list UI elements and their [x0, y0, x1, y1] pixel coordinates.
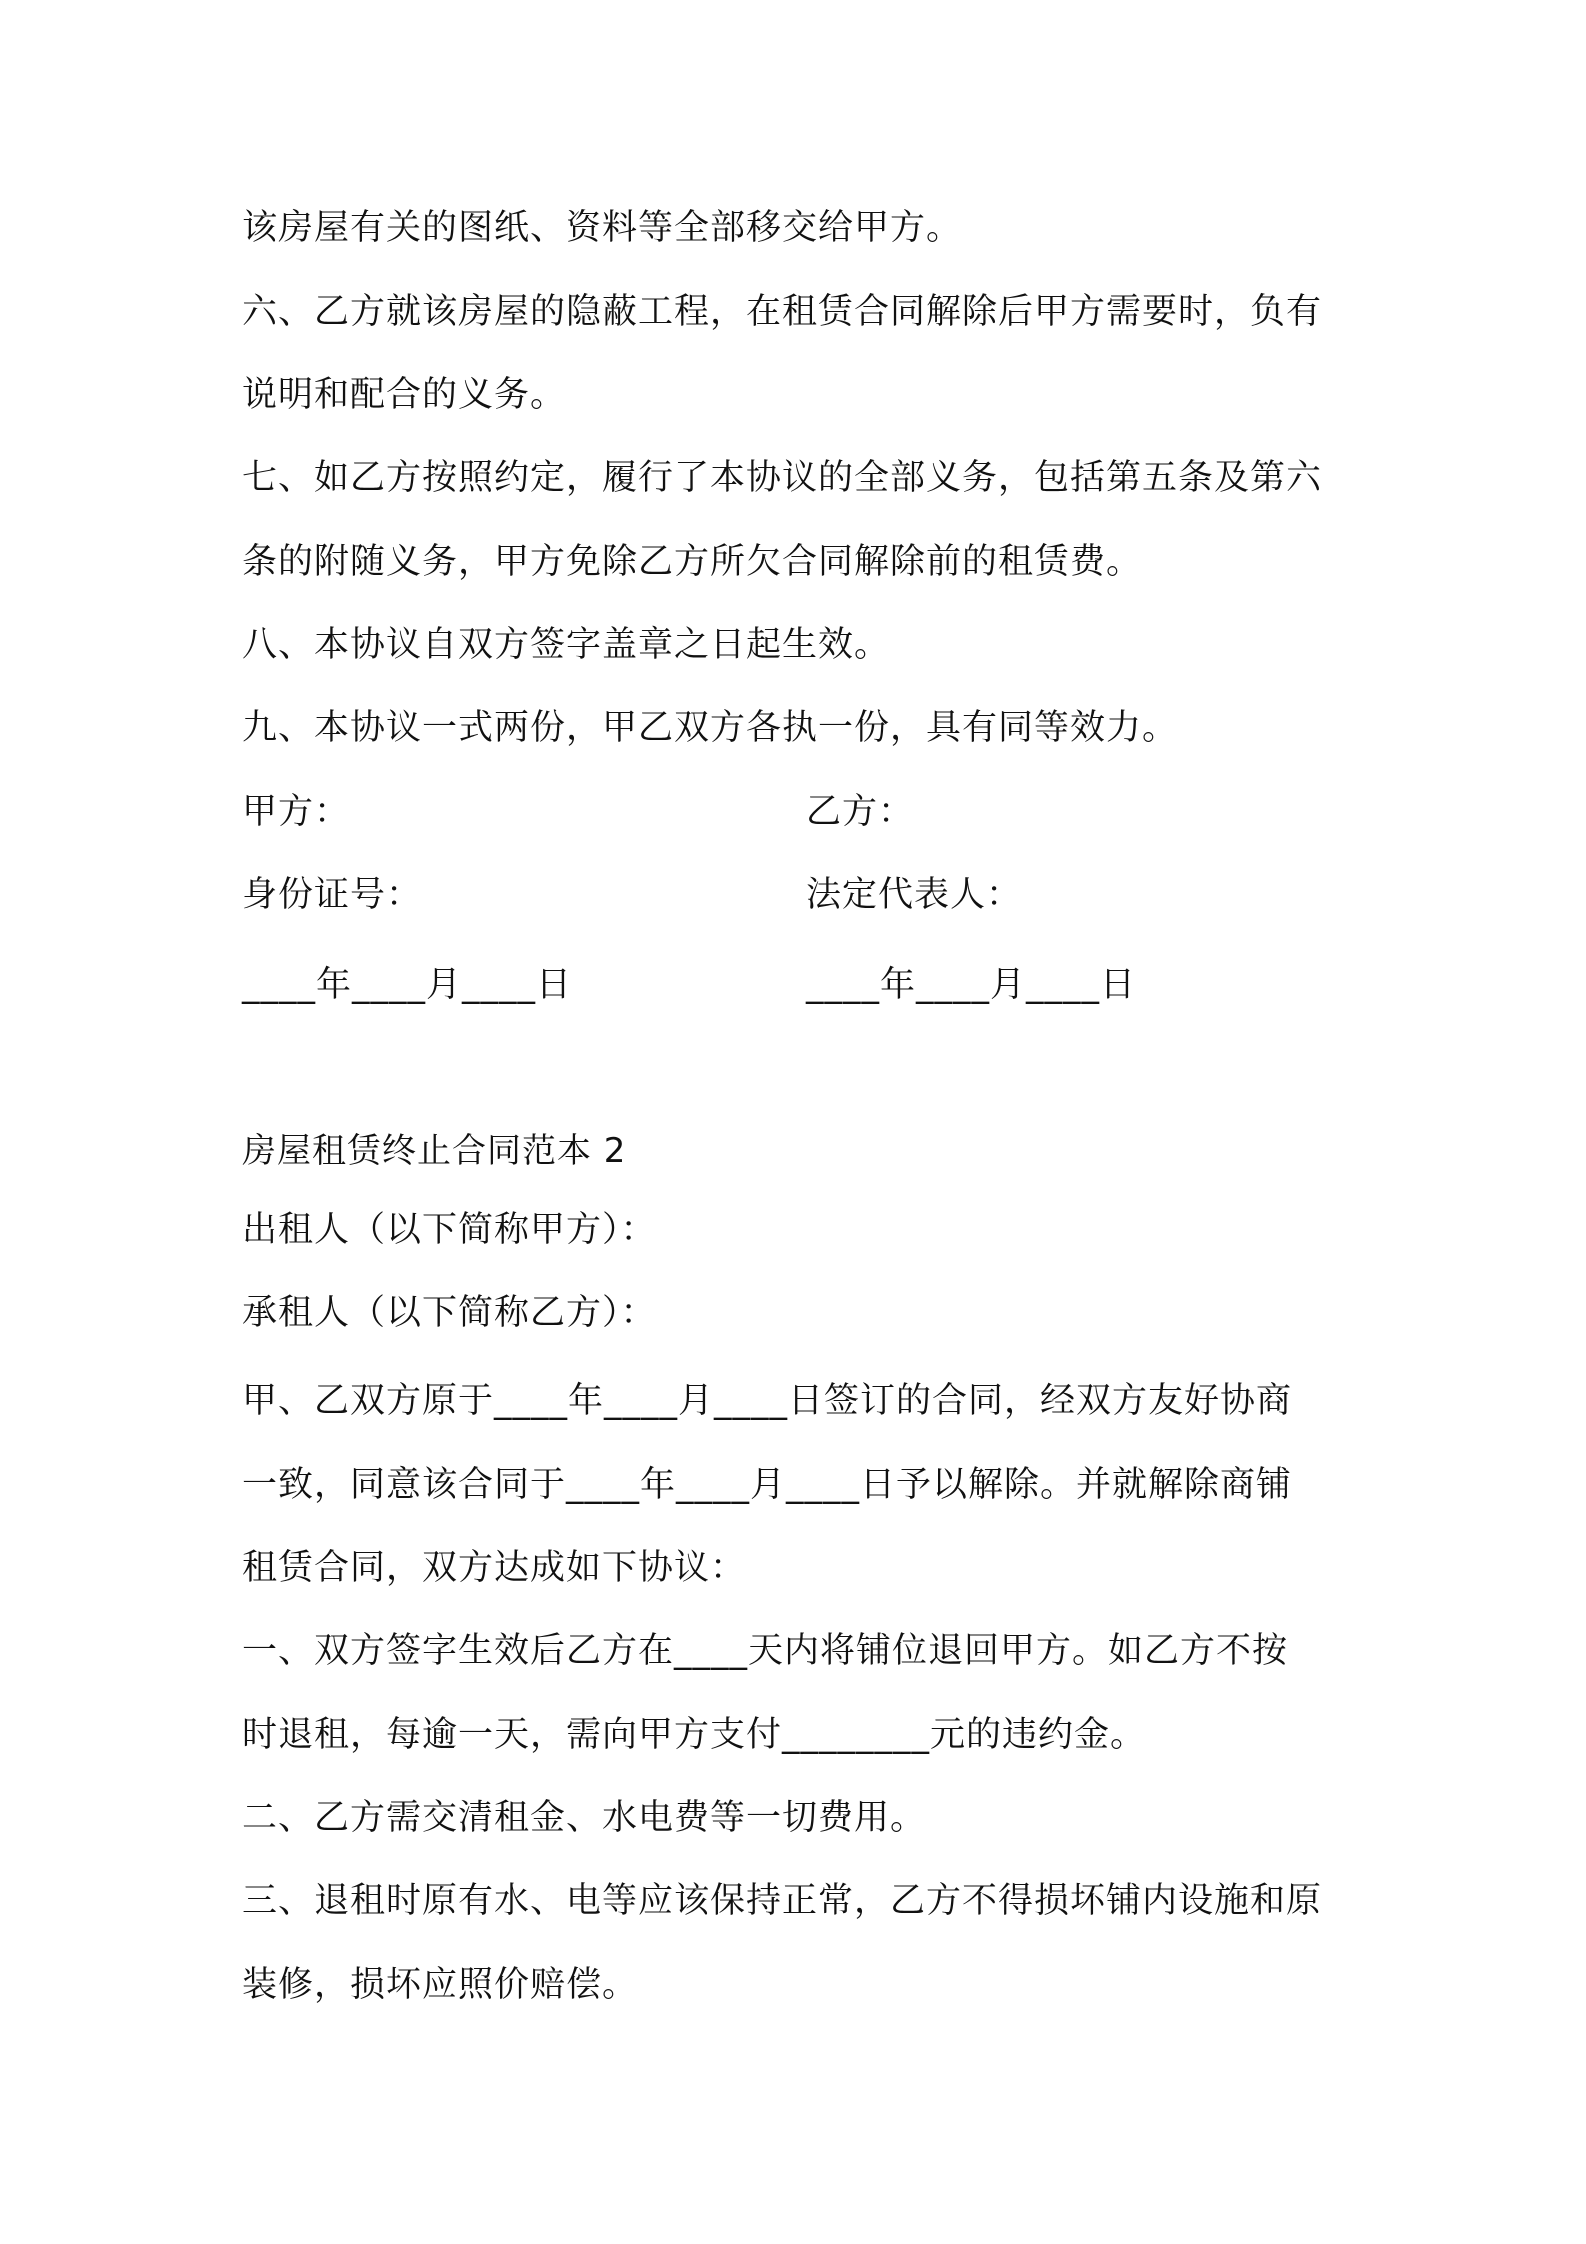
paragraph-line: 装修，损坏应照价赔偿。: [242, 1965, 639, 2005]
paragraph-line: 九、本协议一式两份，甲乙双方各执一份，具有同等效力。: [242, 708, 1179, 748]
paragraph-line: 一、双方签字生效后乙方在____天内将铺位退回甲方。如乙方不按: [242, 1631, 1289, 1671]
legal-rep-label: 法定代表人：: [806, 875, 1023, 915]
paragraph-line: 出租人（以下简称甲方）：: [242, 1210, 657, 1250]
paragraph-line: 承租人（以下简称乙方）：: [242, 1293, 657, 1333]
id-number-label: 身份证号：: [242, 875, 423, 915]
section-title: 房屋租赁终止合同范本 2: [242, 1131, 627, 1171]
paragraph-line: 六、乙方就该房屋的隐蔽工程，在租赁合同解除后甲方需要时，负有: [242, 292, 1323, 332]
paragraph-line: 时退租，每逾一天，需向甲方支付________元的违约金。: [242, 1715, 1147, 1755]
paragraph-line: 说明和配合的义务。: [242, 375, 567, 415]
date-party-b: ____年____月____日: [806, 965, 1137, 1005]
paragraph-line: 三、退租时原有水、电等应该保持正常，乙方不得损坏铺内设施和原: [242, 1881, 1323, 1921]
paragraph-line: 甲、乙双方原于____年____月____日签订的合同，经双方友好协商: [242, 1381, 1293, 1421]
paragraph-line: 七、如乙方按照约定，履行了本协议的全部义务，包括第五条及第六: [242, 458, 1323, 498]
paragraph-line: 条的附随义务，甲方免除乙方所欠合同解除前的租赁费。: [242, 542, 1143, 582]
paragraph-line: 租赁合同，双方达成如下协议：: [242, 1548, 747, 1588]
paragraph-line: 二、乙方需交清租金、水电费等一切费用。: [242, 1798, 927, 1838]
paragraph-line: 八、本协议自双方签字盖章之日起生效。: [242, 625, 891, 665]
party-a-label: 甲方：: [242, 792, 351, 832]
paragraph-line: 一致，同意该合同于____年____月____日予以解除。并就解除商铺: [242, 1465, 1293, 1505]
paragraph-line: 该房屋有关的图纸、资料等全部移交给甲方。: [242, 208, 963, 248]
date-party-a: ____年____月____日: [242, 965, 573, 1005]
party-b-label: 乙方：: [806, 792, 915, 832]
